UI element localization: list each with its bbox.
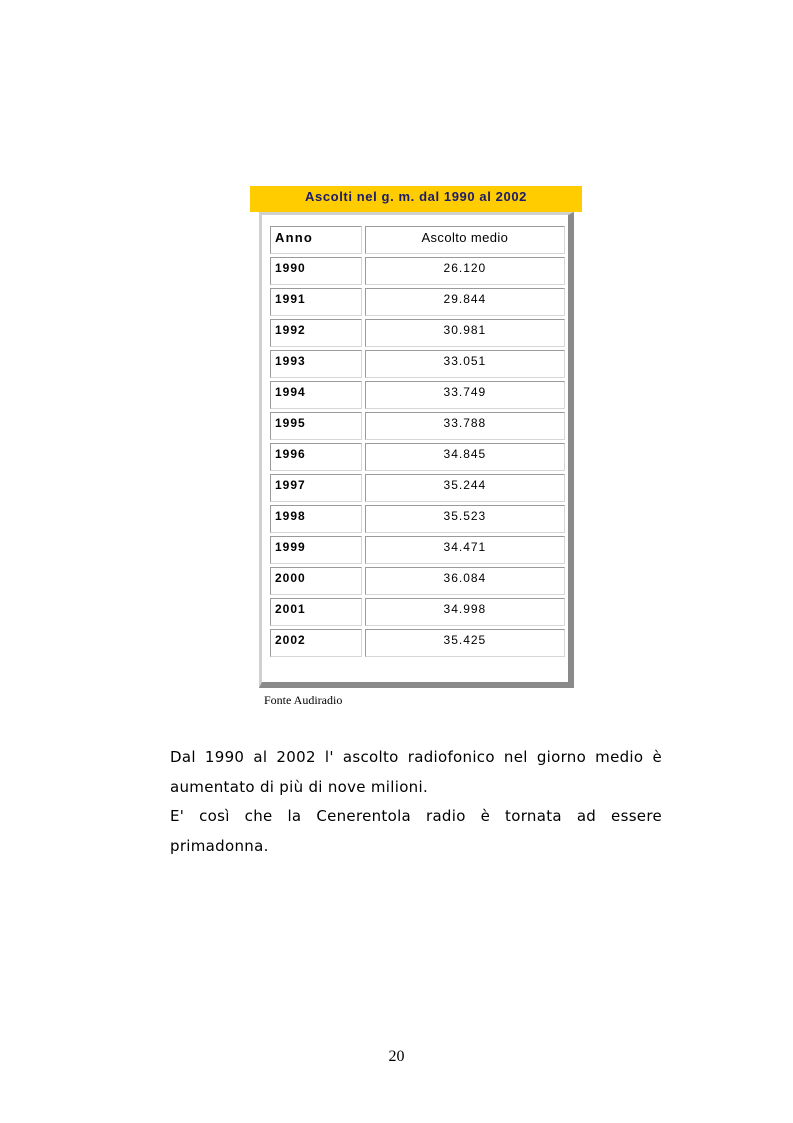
- row-year: 1990: [270, 257, 362, 285]
- row-value: 30.981: [365, 319, 565, 347]
- row-value: 35.523: [365, 505, 565, 533]
- row-value: 34.998: [365, 598, 565, 626]
- row-year: 2000: [270, 567, 362, 595]
- table-title: Ascolti nel g. m. dal 1990 al 2002: [250, 186, 582, 212]
- row-year: 1992: [270, 319, 362, 347]
- row-year: 1991: [270, 288, 362, 316]
- table-row: [270, 443, 565, 471]
- row-year: 1994: [270, 381, 362, 409]
- row-value: 34.471: [365, 536, 565, 564]
- row-value: 36.084: [365, 567, 565, 595]
- table-row: [270, 567, 565, 595]
- table-header-row: [270, 226, 565, 254]
- table-row: [270, 350, 565, 378]
- source-note: Fonte Audiradio: [264, 693, 343, 707]
- table-row: [270, 319, 565, 347]
- table-row: [270, 505, 565, 533]
- table-frame: [259, 212, 574, 688]
- header-year: Anno: [270, 226, 362, 254]
- row-year: 2002: [270, 629, 362, 657]
- body-paragraph-2: E' così che la Cenerentola radio è tornata ad essere primadonna.: [170, 807, 662, 855]
- table-row: [270, 412, 565, 440]
- row-value: 35.244: [365, 474, 565, 502]
- row-year: 1995: [270, 412, 362, 440]
- table-row: [270, 598, 565, 626]
- row-year: 2001: [270, 598, 362, 626]
- row-year: 1998: [270, 505, 362, 533]
- table-row: [270, 381, 565, 409]
- row-value: 33.749: [365, 381, 565, 409]
- table-row: [270, 629, 565, 657]
- row-value: 29.844: [365, 288, 565, 316]
- row-value: 35.425: [365, 629, 565, 657]
- row-value: 34.845: [365, 443, 565, 471]
- table-row: [270, 536, 565, 564]
- data-table: [267, 223, 568, 660]
- header-value: Ascolto medio: [365, 226, 565, 254]
- table-body: [270, 257, 565, 657]
- row-year: 1996: [270, 443, 362, 471]
- table-row: [270, 257, 565, 285]
- page-number: 20: [388, 1048, 405, 1065]
- row-year: 1993: [270, 350, 362, 378]
- body-paragraph-1: Dal 1990 al 2002 l' ascolto radiofonico nel giorno medio è aumentato di più di nove milioni.: [170, 748, 662, 796]
- row-year: 1999: [270, 536, 362, 564]
- row-value: 33.051: [365, 350, 565, 378]
- row-value: 33.788: [365, 412, 565, 440]
- table-row: [270, 288, 565, 316]
- row-year: 1997: [270, 474, 362, 502]
- table-row: [270, 474, 565, 502]
- row-value: 26.120: [365, 257, 565, 285]
